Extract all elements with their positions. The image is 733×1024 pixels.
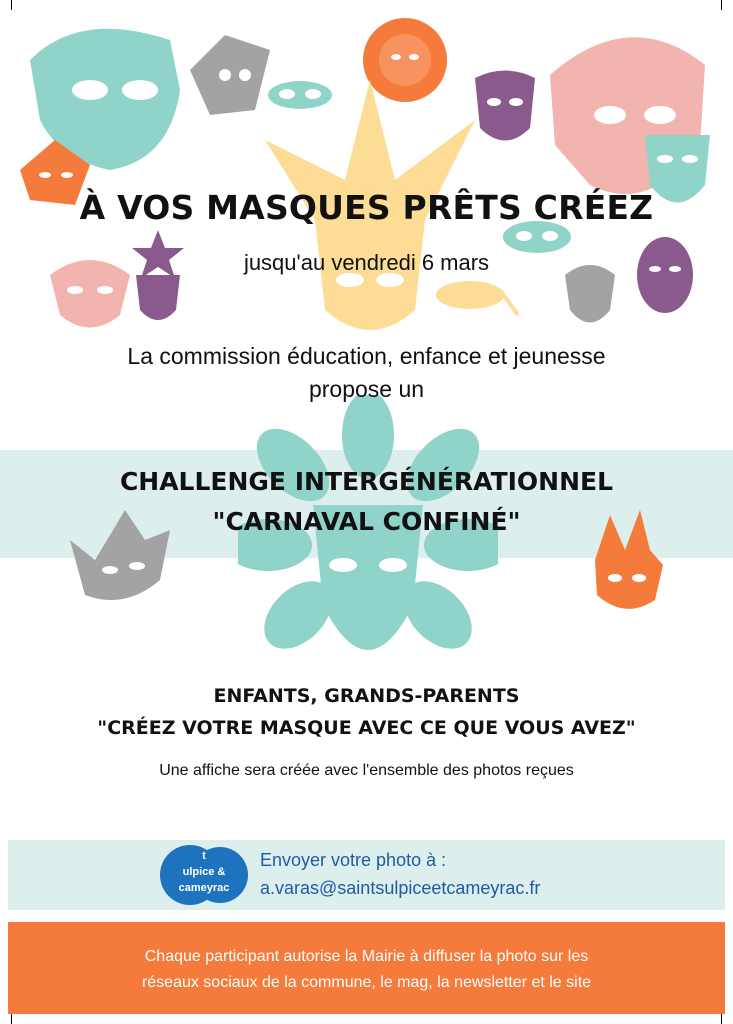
town-logo xyxy=(158,844,250,906)
contact-label: Envoyer votre photo à : xyxy=(260,850,447,870)
contact-email-link[interactable]: a.varas@saintsulpiceetcameyrac.fr xyxy=(260,878,541,898)
photo-note: Une affiche sera créée avec l'ensemble des photos reçues xyxy=(159,762,574,779)
logo-line: cameyrac xyxy=(178,882,230,894)
intro-line: propose un xyxy=(308,376,425,402)
deadline-subtitle: jusqu'au vendredi 6 mars xyxy=(243,250,490,275)
crop-mark xyxy=(11,1014,12,1024)
challenge-line: "CARNAVAL CONFINÉ" xyxy=(212,507,521,536)
challenge-heading xyxy=(0,462,733,542)
consent-footer xyxy=(8,922,725,1014)
poster-title: À VOS MASQUES PRÊTS CRÉEZ xyxy=(79,188,654,227)
purple-mask-illustration xyxy=(470,68,540,148)
consent-text xyxy=(8,944,725,996)
crop-mark xyxy=(721,0,722,10)
yellow-eye-mask-illustration xyxy=(430,270,520,320)
intro-line: La commission éducation, enfance et jeunesse xyxy=(127,343,606,369)
purple-star-mask-illustration xyxy=(128,230,188,330)
audience-line: ENFANTS, GRANDS-PARENTS xyxy=(213,685,520,707)
contact-band xyxy=(8,840,725,910)
call-line: "CRÉEZ VOTRE MASQUE AVEC CE QUE VOUS AVEZ" xyxy=(97,717,636,739)
consent-line: Chaque participant autorise la Mairie à diffuser la photo sur les xyxy=(144,948,589,965)
call-to-action xyxy=(0,680,733,744)
challenge-line: CHALLENGE INTERGÉNÉRATIONNEL xyxy=(119,467,614,496)
consent-line: réseaux sociaux de la commune, le mag, la newsletter et le site xyxy=(141,974,592,991)
intro-text xyxy=(60,340,673,406)
crop-mark xyxy=(11,0,12,10)
crop-mark xyxy=(721,1014,722,1024)
logo-line: t xyxy=(202,850,206,862)
logo-line: ulpice & xyxy=(182,866,226,878)
